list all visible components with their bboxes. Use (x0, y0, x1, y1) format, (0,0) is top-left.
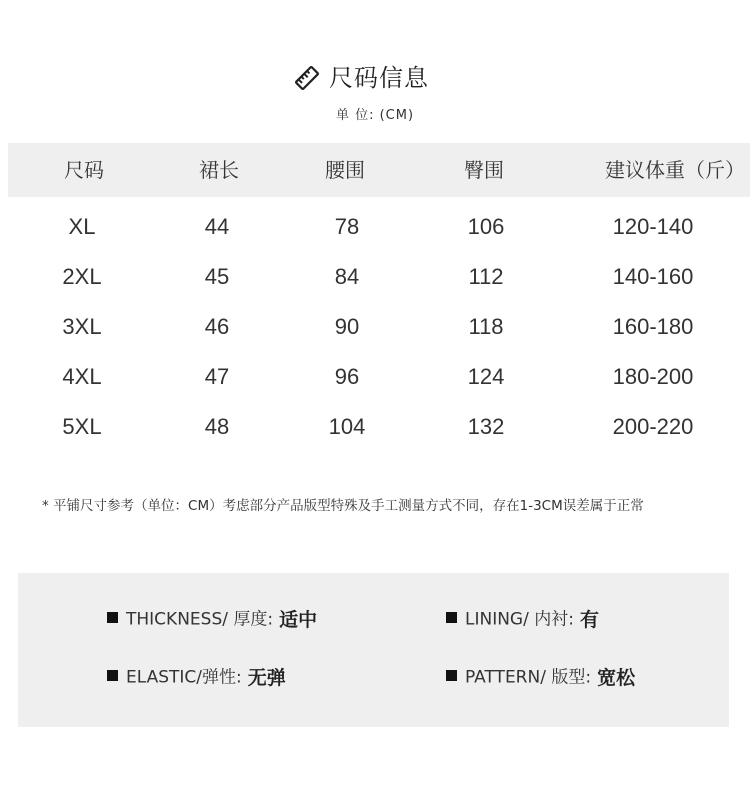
table-row (8, 351, 750, 401)
attribute-label: LINING/ 内衬: (465, 609, 574, 630)
size-table (8, 143, 750, 457)
table-row (8, 301, 750, 351)
attribute-value: 无弹 (247, 666, 286, 689)
measurement-note: * 平铺尺寸参考（单位：CM）考虑部分产品版型特殊及手工测量方式不同，存在1-3CM误差属于正常 (42, 498, 644, 514)
cell-hip: 132 (467, 414, 505, 439)
cell-weight: 120-140 (612, 214, 694, 239)
cell-waist: 84 (334, 264, 360, 289)
cell-skirt-length: 46 (204, 314, 230, 339)
cell-waist: 78 (334, 214, 360, 239)
attribute-elastic (107, 665, 286, 689)
cell-waist: 104 (328, 414, 366, 439)
column-header-waist: 腰围 (325, 158, 365, 182)
square-bullet-icon (446, 670, 457, 681)
square-bullet-icon (107, 670, 118, 681)
attribute-lining (446, 607, 599, 631)
cell-size: 2XL (62, 264, 102, 289)
attribute-thickness (107, 607, 317, 631)
cell-waist: 96 (334, 364, 360, 389)
product-attributes-panel (18, 573, 729, 727)
cell-skirt-length: 45 (204, 264, 230, 289)
square-bullet-icon (107, 612, 118, 623)
table-body (8, 197, 750, 457)
table-row (8, 251, 750, 301)
unit-text: 单 位: (CM) (335, 108, 415, 123)
size-info-header (0, 58, 750, 98)
square-bullet-icon (446, 612, 457, 623)
column-header-hip: 臀围 (464, 158, 504, 182)
table-row (8, 201, 750, 251)
cell-size: 3XL (62, 314, 102, 339)
cell-hip: 112 (468, 264, 504, 289)
column-header-weight: 建议体重（斤） (605, 158, 745, 182)
unit-label (0, 104, 750, 123)
cell-skirt-length: 47 (204, 364, 230, 389)
attribute-value: 有 (579, 608, 599, 631)
ruler-icon (293, 64, 321, 92)
cell-skirt-length: 48 (204, 414, 230, 439)
column-header-skirt-length: 裙长 (199, 158, 239, 182)
cell-hip: 118 (468, 314, 504, 339)
cell-waist: 90 (334, 314, 360, 339)
cell-size: XL (68, 214, 96, 239)
cell-weight: 200-220 (612, 414, 694, 439)
cell-weight: 140-160 (612, 264, 694, 289)
cell-weight: 160-180 (612, 314, 694, 339)
cell-size: 5XL (62, 414, 102, 439)
attribute-label: THICKNESS/ 厚度: (126, 609, 274, 630)
attribute-value: 适中 (279, 608, 318, 631)
cell-hip: 106 (467, 214, 505, 239)
attribute-pattern (446, 665, 635, 689)
attribute-label: PATTERN/ 版型: (465, 667, 592, 688)
column-header-size: 尺码 (64, 158, 104, 182)
table-header (8, 143, 750, 197)
cell-weight: 180-200 (612, 364, 694, 389)
cell-hip: 124 (467, 364, 505, 389)
attribute-value: 宽松 (597, 666, 636, 689)
table-row (8, 401, 750, 451)
attribute-label: ELASTIC/弹性: (126, 667, 242, 688)
cell-size: 4XL (62, 364, 102, 389)
cell-skirt-length: 44 (204, 214, 230, 239)
page-title: 尺码信息 (329, 64, 429, 92)
